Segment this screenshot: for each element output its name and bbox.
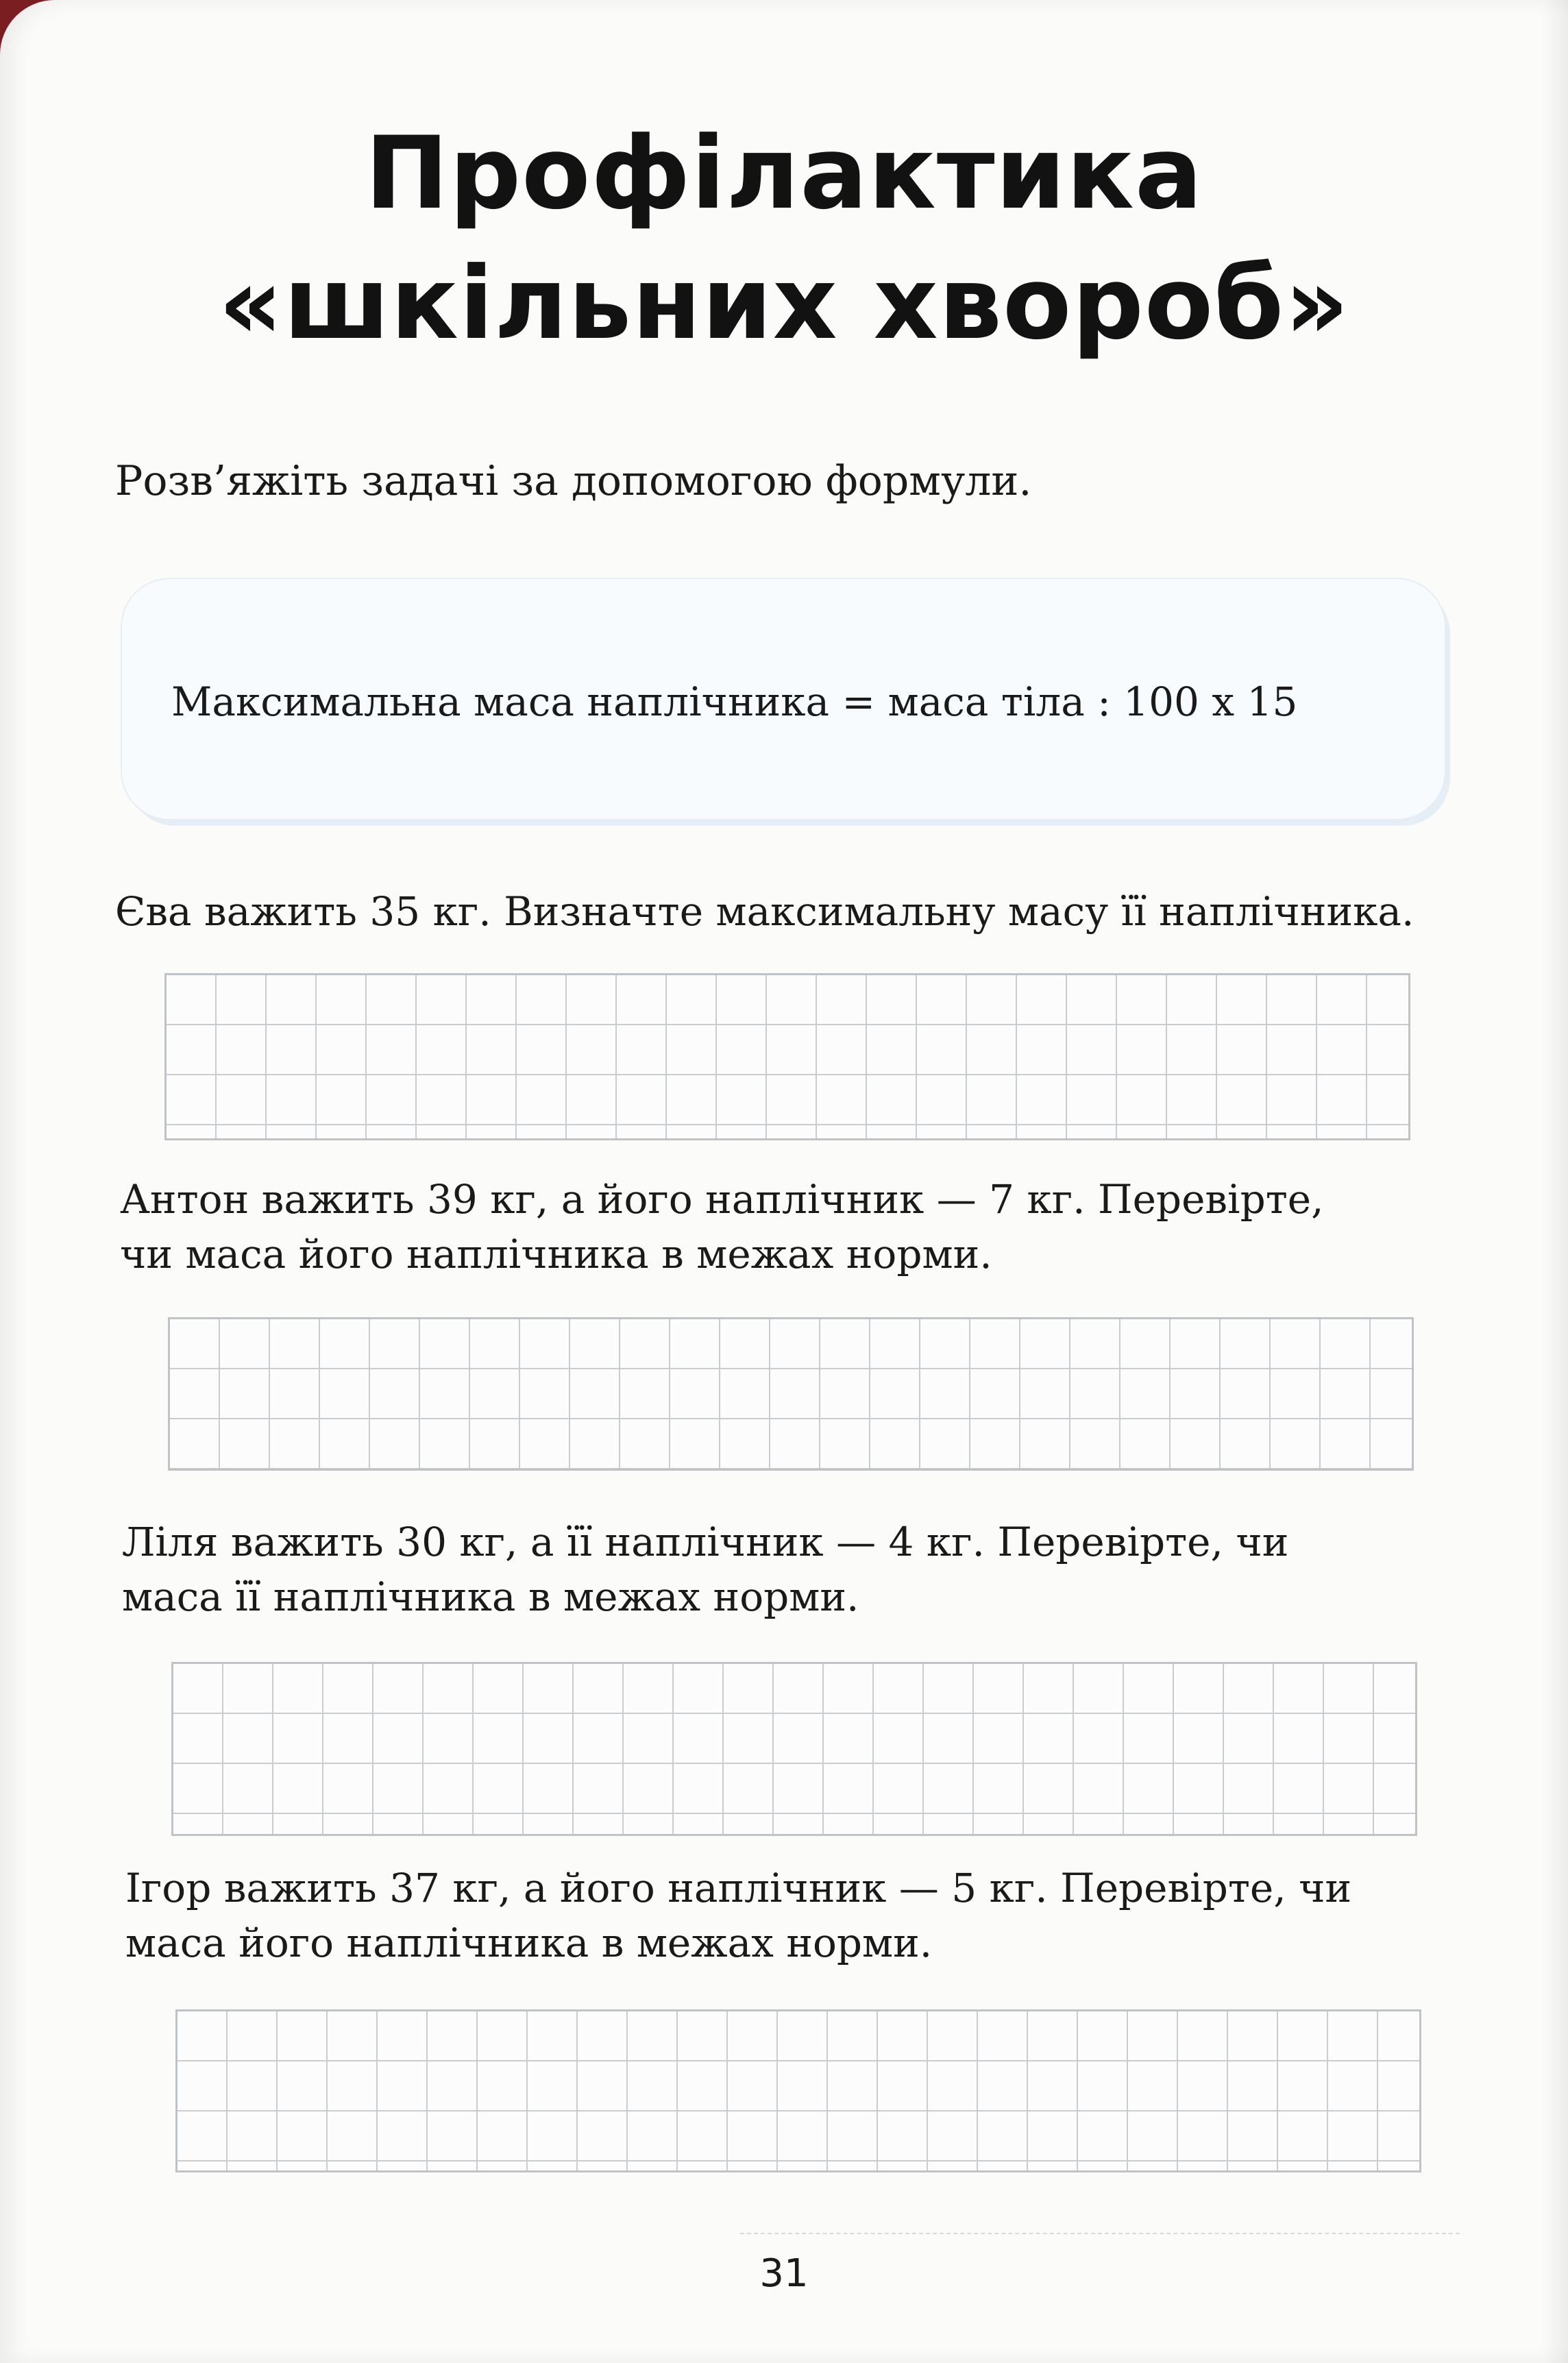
- task-2: [120, 1172, 1453, 1282]
- answer-grid-1[interactable]: [164, 973, 1410, 1140]
- answer-grid-2[interactable]: [168, 1317, 1414, 1471]
- task-3-line-1: Ліля важить 30 кг, а її наплічник — 4 кг. Перевірте, чи: [122, 1519, 1289, 1565]
- task-1: [115, 884, 1458, 939]
- formula-text: Максимальна маса наплічника = маса тіла : 100 х 15: [171, 678, 1298, 725]
- task-3-line-2: маса її наплічника в межах норми.: [122, 1574, 859, 1620]
- task-1-line-1: Єва важить 35 кг. Визначте максимальну масу її наплічника.: [115, 888, 1414, 935]
- task-2-line-2: чи маса його наплічника в межах норми.: [120, 1231, 992, 1277]
- answer-grid-4[interactable]: [175, 2009, 1421, 2172]
- page-edge-shadow: [1541, 0, 1568, 2363]
- page-title-line-1: Профілактика: [365, 115, 1203, 232]
- answer-grid-3[interactable]: [171, 1662, 1417, 1836]
- instructions-text: Розв’яжіть задачі за допомогою формули.: [115, 457, 1032, 505]
- task-2-line-1: Антон важить 39 кг, а його наплічник — 7 кг. Перевірте,: [120, 1176, 1324, 1223]
- task-4-line-2: маса його наплічника в межах норми.: [125, 1920, 933, 1966]
- bottom-divider: [740, 2233, 1460, 2234]
- task-4-line-1: Ігор важить 37 кг, а його наплічник — 5 кг. Перевірте, чи: [125, 1865, 1352, 1911]
- task-4: [125, 1861, 1469, 1970]
- task-3: [122, 1515, 1465, 1624]
- page-title-line-2: «шкільних хвороб»: [218, 245, 1350, 362]
- page-number: 31: [759, 2251, 809, 2296]
